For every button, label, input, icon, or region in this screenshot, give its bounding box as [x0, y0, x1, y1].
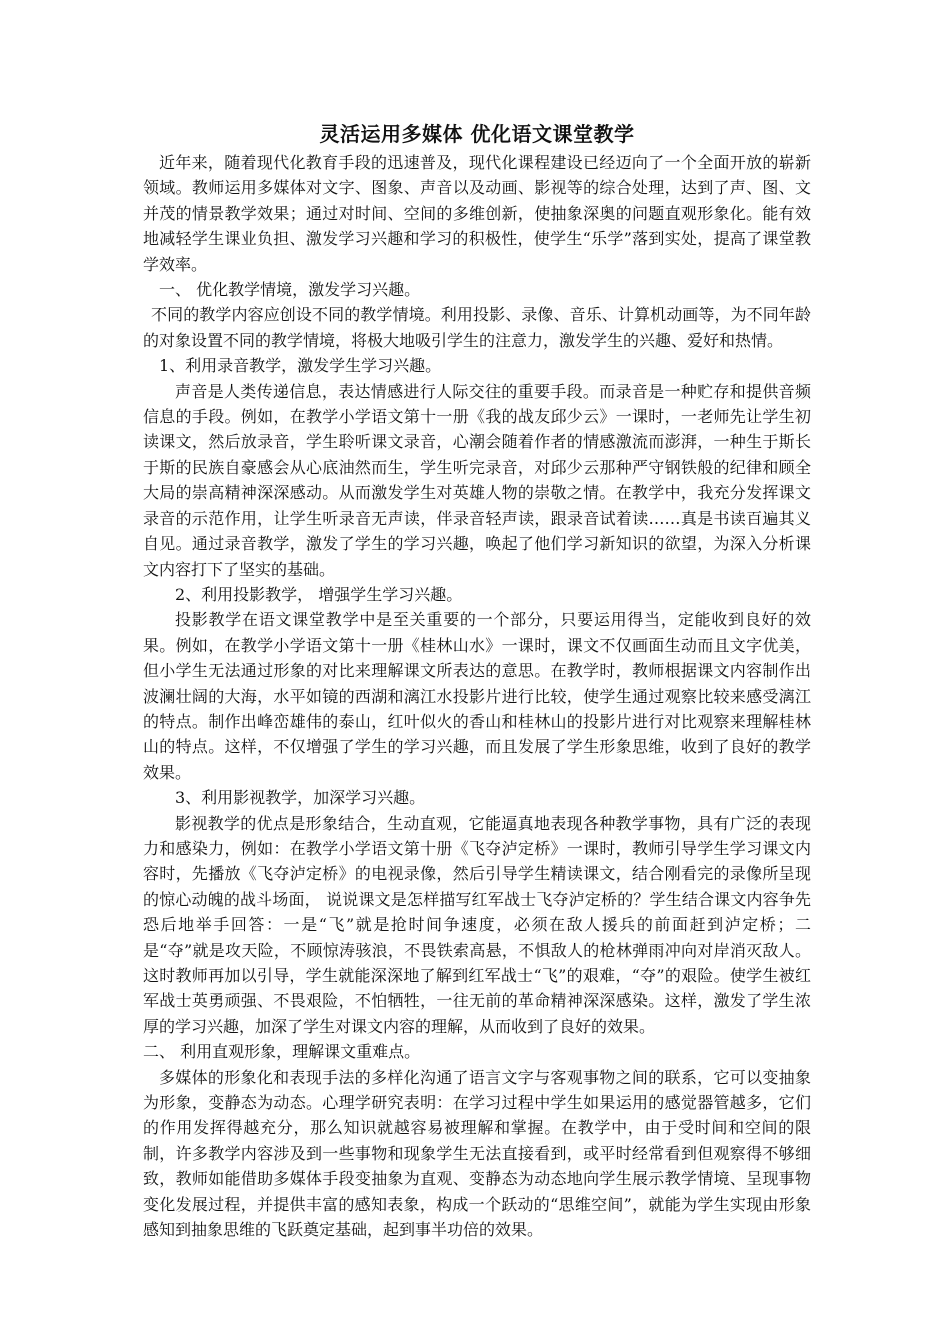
- subsection2-paragraph: 投影教学在语文课堂教学中是至关重要的一个部分，只要运用得当，定能收到良好的效果。例如，在教学小学语文第十一册《桂林山水》一课时，课文不仅画面生动而且文字优美，但小学生无法通过形象的对比来理解课文所表达的意思。在教学时，教师根据课文内容制作出波澜壮阔的大海，水平如镜的西湖和漓江水投影片进行比较，使学生通过观察比较来感受漓江的特点。制作出峰峦雄伟的泰山，红叶似火的香山和桂林山的投影片进行对比观察来理解桂林山的特点。这样，不仅增强了学生的学习兴趣，而且发展了学生形象思维，收到了良好的教学效果。: [143, 610, 811, 782]
- intro-paragraph: 近年来，随着现代化教育手段的迅速普及，现代化课程建设已经迈向了一个全面开放的崭新领域。教师运用多媒体对文字、图象、声音以及动画、影视等的综合处理，达到了声、图、文并茂的情景教学效果；通过对时间、空间的多维创新，使抽象深奥的问题直观形象化。能有效地减轻学生课业负担、激发学习兴趣和学习的积极性，使学生“乐学”落到实处，提高了课堂教学效率。: [143, 153, 811, 274]
- subsection1-heading: 1、利用录音教学，激发学生学习兴趣。: [159, 356, 442, 376]
- subsection3-heading: 3、利用影视教学，加深学习兴趣。: [175, 788, 426, 808]
- document-page: [143, 118, 811, 1242]
- section1-heading: 一、 优化教学情境，激发学习兴趣。: [159, 280, 421, 300]
- subsection2-heading: 2、利用投影教学， 增强学生学习兴趣。: [175, 584, 463, 604]
- section1-paragraph: 不同的教学内容应创设不同的教学情境。利用投影、录像、音乐、计算机动画等，为不同年龄的对象设置不同的教学情境，将极大地吸引学生的注意力，激发学生的兴趣、爱好和热情。: [143, 305, 811, 350]
- section2-heading: 二、 利用直观形象，理解课文重难点。: [143, 1042, 421, 1062]
- section2-paragraph: 多媒体的形象化和表现手法的多样化沟通了语言文字与客观事物之间的联系，它可以变抽象为形象，变静态为动态。心理学研究表明：在学习过程中学生如果运用的感觉器管越多，它们的作用发挥得越充分，那么知识就越容易被理解和掌握。在教学中，由于受时间和空间的限制，许多教学内容涉及到一些事物和现象学生无法直接看到，或平时经常看到但观察得不够细致，教师如能借助多媒体手段变抽象为直观、变静态为动态地向学生展示教学情境、呈现事物变化发展过程，并提供丰富的感知表象，构成一个跃动的“思维空间”，就能为学生实现由形象感知到抽象思维的飞跃奠定基础，起到事半功倍的效果。: [143, 1067, 811, 1240]
- document-title: 灵活运用多媒体 优化语文课堂教学: [319, 122, 635, 146]
- subsection1-paragraph: 声音是人类传递信息，表达情感进行人际交往的重要手段。而录音是一种贮存和提供音频信息的手段。例如，在教学小学语文第十一册《我的战友邱少云》一课时，一老师先让学生初读课文，然后放录音，学生聆听课文录音，心潮会随着作者的情感激流而澎湃，一种生于斯长于斯的民族自豪感会从心底油然而生，学生听完录音，对邱少云那种严守钢铁般的纪律和顾全大局的崇高精神深深感动。从而激发学生对英雄人物的崇敬之情。在教学中，我充分发挥课文录音的示范作用，让学生听录音无声读，伴录音轻声读，跟录音试着读……真是书读百遍其义自见。通过录音教学，激发了学生的学习兴趣，唤起了他们学习新知识的欲望，为深入分析课文内容打下了坚实的基础。: [143, 381, 811, 579]
- subsection3-paragraph: 影视教学的优点是形象结合，生动直观，它能逼真地表现各种教学事物，具有广泛的表现力和感染力，例如：在教学小学语文第十册《飞夺泸定桥》一课时，教师引导学生学习课文内容时，先播放《飞夺泸定桥》的电视录像，然后引导学生精读课文，结合刚看完的录像所呈现的惊心动魄的战斗场面， 说说课文是怎样描写红军战士飞夺泸定桥的？学生结合课文内容争先恐后地举手回答：一是“飞”就是抢时间争速度，必须在敌人援兵的前面赶到泸定桥；二是“夺”就是攻天险，不顾惊涛骇浪，不畏铁索高悬，不惧敌人的枪林弹雨冲向对岸消灭敌人。这时教师再加以引导，学生就能深深地了解到红军战士“飞”的艰难，“夺”的艰险。使学生被红军战士英勇顽强、不畏艰险，不怕牺牲，一往无前的革命精神深深感染。这样，激发了学生浓厚的学习兴趣，加深了学生对课文内容的理解，从而收到了良好的效果。: [143, 813, 811, 1036]
